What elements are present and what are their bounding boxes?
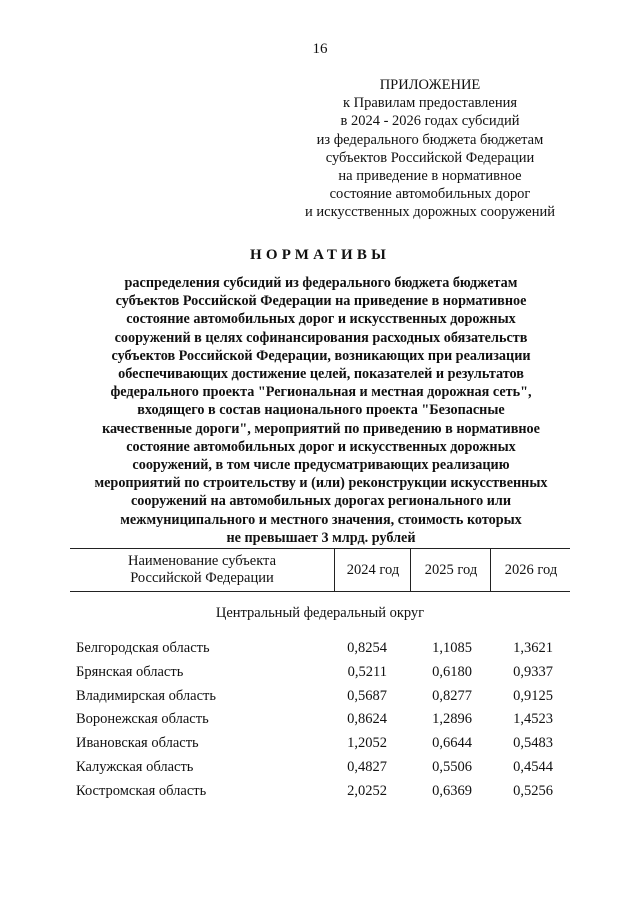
subject-name-cell: Белгородская область <box>76 640 210 656</box>
subtitle-line: состояние автомобильных дорог и искусственных дорожных <box>126 438 516 455</box>
subtitle-line: субъектов Российской Федерации, возникающих при реализации <box>111 347 531 364</box>
document-title: НОРМАТИВЫ <box>249 247 391 263</box>
value-2025-cell: 1,2896 <box>432 711 472 728</box>
value-2026-cell: 0,5256 <box>513 782 553 799</box>
subject-name-cell: Владимирская область <box>76 687 216 704</box>
table-body <box>0 639 640 806</box>
value-2025-cell: 1,1085 <box>432 640 472 656</box>
table-row <box>0 710 640 734</box>
page-number: 16 <box>312 41 328 57</box>
subject-name-cell: Воронежская область <box>76 711 209 728</box>
value-2025-cell: 0,5506 <box>432 758 472 775</box>
value-2025-cell: 0,6644 <box>432 735 472 752</box>
appendix-line: в 2024 - 2026 годах субсидий <box>340 113 520 130</box>
subject-name-cell: Ивановская область <box>76 735 199 752</box>
subtitle-line: межмуниципального и местного значения, стоимость которых <box>120 511 522 528</box>
value-2026-cell: 0,9125 <box>513 687 553 704</box>
value-2025-cell: 0,8277 <box>432 687 472 704</box>
value-2026-cell: 1,3621 <box>513 640 553 656</box>
document-subtitle <box>62 274 580 547</box>
subtitle-line: обеспечивающих достижение целей, показателей и результатов <box>118 366 524 383</box>
subtitle-line: сооружений, в том числе предусматривающих реализацию <box>132 457 510 474</box>
value-2024-cell: 0,8254 <box>347 640 387 656</box>
value-2024-cell: 0,5687 <box>347 687 387 704</box>
column-header-2024: 2024 год <box>334 549 411 591</box>
value-2026-cell: 0,9337 <box>513 663 553 680</box>
appendix-line: состояние автомобильных дорог <box>329 186 531 203</box>
subtitle-line: состояние автомобильных дорог и искусственных дорожных <box>126 311 516 328</box>
subtitle-line: субъектов Российской Федерации на приведение в нормативное <box>115 293 527 310</box>
table-header-row <box>70 548 570 592</box>
column-header-subject <box>70 549 334 591</box>
district-heading: Центральный федеральный округ <box>215 605 425 621</box>
value-2024-cell: 0,5211 <box>347 663 387 680</box>
subtitle-line: мероприятий по строительству и (или) реконструкции искусственных <box>94 475 548 492</box>
appendix-line: к Правилам предоставления <box>342 95 518 112</box>
subtitle-line: не превышает 3 млрд. рублей <box>226 529 416 546</box>
column-header-2026: 2026 год <box>490 549 571 591</box>
column-header-2025: 2025 год <box>410 549 491 591</box>
subtitle-line: федерального проекта "Региональная и местная дорожная сеть", <box>110 384 532 401</box>
table-row <box>0 663 640 687</box>
table-row <box>0 639 640 663</box>
subtitle-line: качественные дороги", мероприятий по приведению в нормативное <box>102 420 540 437</box>
value-2024-cell: 2,0252 <box>347 782 387 799</box>
subtitle-line: сооружений в целях софинансирования расходных обязательств <box>114 329 528 346</box>
table-header <box>70 548 570 592</box>
value-2026-cell: 1,4523 <box>513 711 553 728</box>
table-row <box>0 687 640 711</box>
table-row <box>0 782 640 806</box>
subtitle-line: распределения субсидий из федерального бюджета бюджетам <box>124 275 518 291</box>
appendix-line: ПРИЛОЖЕНИЕ <box>379 77 481 93</box>
appendix-line: из федерального бюджета бюджетам <box>316 131 544 148</box>
subject-name-cell: Брянская область <box>76 663 184 680</box>
value-2024-cell: 0,4827 <box>347 758 387 775</box>
appendix-header <box>280 76 580 222</box>
value-2025-cell: 0,6369 <box>432 782 472 799</box>
subtitle-line: сооружений на автомобильных дорогах регионального или <box>130 493 512 510</box>
subject-name-cell: Костромская область <box>76 782 207 799</box>
value-2026-cell: 0,4544 <box>513 758 553 775</box>
subtitle-line: входящего в состав национального проекта "Безопасные <box>137 402 505 419</box>
value-2025-cell: 0,6180 <box>432 663 472 680</box>
table-row <box>0 758 640 782</box>
value-2024-cell: 0,8624 <box>347 711 387 728</box>
value-2026-cell: 0,5483 <box>513 735 553 752</box>
table-row <box>0 734 640 758</box>
column-header-subject-line: Российской Федерации <box>130 570 274 586</box>
appendix-line: и искусственных дорожных сооружений <box>305 204 555 221</box>
appendix-line: субъектов Российской Федерации <box>325 149 535 166</box>
column-header-subject-line: Наименование субъекта <box>127 553 277 569</box>
value-2024-cell: 1,2052 <box>347 735 387 752</box>
subject-name-cell: Калужская область <box>76 758 194 775</box>
appendix-line: на приведение в нормативное <box>338 168 522 185</box>
